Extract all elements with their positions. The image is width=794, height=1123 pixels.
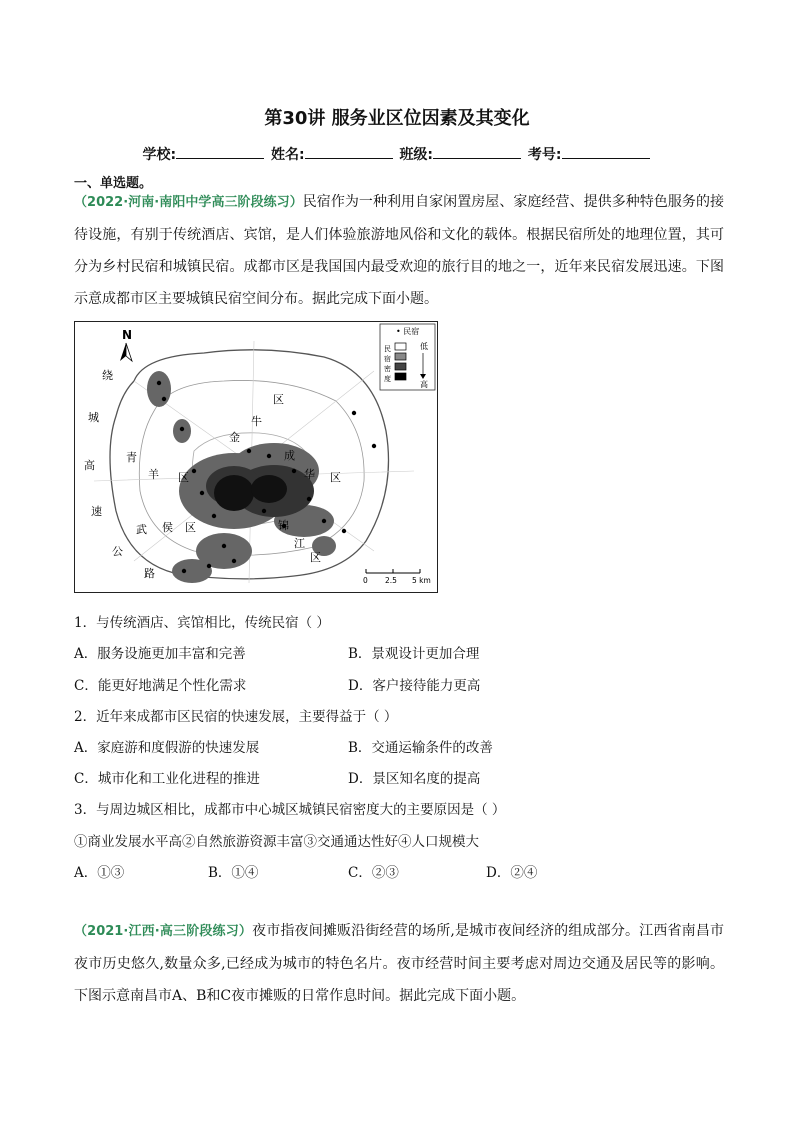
place-label: 青 bbox=[126, 451, 137, 464]
minsu-point bbox=[292, 469, 296, 473]
place-label: 华 bbox=[304, 468, 315, 481]
minsu-point bbox=[200, 491, 204, 495]
minsu-point bbox=[352, 411, 356, 415]
number-label: 考号: bbox=[527, 147, 562, 163]
place-label: 区 bbox=[310, 551, 321, 564]
question-3-option-d[interactable]: D．②④ bbox=[486, 865, 538, 881]
minsu-point bbox=[322, 519, 326, 523]
place-label: 区 bbox=[185, 521, 196, 534]
minsu-point bbox=[182, 569, 186, 573]
question-1-option-c[interactable]: C．能更好地满足个性化需求 bbox=[74, 678, 247, 694]
page-title: 第30讲 服务业区位因素及其变化 bbox=[264, 108, 530, 129]
question-2-option-d[interactable]: D．景区知名度的提高 bbox=[348, 771, 481, 787]
name-blank[interactable] bbox=[305, 146, 393, 159]
map-legend bbox=[380, 324, 435, 390]
place-label: 锦 bbox=[278, 519, 289, 532]
legend-density-char: 民 bbox=[384, 345, 391, 353]
minsu-point bbox=[342, 529, 346, 533]
legend-point-label: • 民宿 bbox=[396, 327, 420, 336]
place-label: 牛 bbox=[251, 415, 262, 428]
place-label: 羊 bbox=[148, 468, 159, 481]
legend-low: 低 bbox=[420, 342, 428, 351]
legend-density-char: 度 bbox=[384, 375, 391, 383]
question-3-option-c[interactable]: C．②③ bbox=[348, 865, 399, 881]
legend-swatch bbox=[395, 343, 406, 350]
minsu-point bbox=[207, 564, 211, 568]
minsu-point bbox=[372, 444, 376, 448]
question-1-stem: 1．与传统酒店、宾馆相比，传统民宿（ ） bbox=[74, 615, 330, 631]
question-2-option-c[interactable]: C．城市化和工业化进程的推进 bbox=[74, 771, 260, 787]
place-label: 金 bbox=[229, 431, 240, 444]
class-label: 班级: bbox=[399, 147, 434, 163]
legend-swatch bbox=[395, 363, 406, 370]
density-blob bbox=[251, 475, 287, 503]
north-label: N bbox=[122, 328, 133, 342]
section-heading: 一、单选题。 bbox=[74, 176, 153, 191]
passage-2-source: （2021·江西·高三阶段练习） bbox=[74, 924, 253, 939]
place-label: 速 bbox=[91, 505, 102, 518]
minsu-point bbox=[212, 514, 216, 518]
place-label: 公 bbox=[112, 545, 123, 558]
minsu-point bbox=[247, 449, 251, 453]
question-3-stem: 3．与周边城区相比，成都市中心城区城镇民宿密度大的主要原因是（ ） bbox=[74, 802, 506, 818]
minsu-point bbox=[222, 544, 226, 548]
passage-1-source: （2022·河南·南阳中学高三阶段练习） bbox=[74, 195, 303, 210]
minsu-point bbox=[192, 469, 196, 473]
place-label: 路 bbox=[144, 567, 155, 580]
question-1-option-a[interactable]: A．服务设施更加丰富和完善 bbox=[74, 646, 246, 662]
question-1-option-d[interactable]: D．客户接待能力更高 bbox=[348, 678, 481, 694]
place-label: 侯 bbox=[162, 521, 173, 534]
place-label: 城 bbox=[88, 411, 99, 424]
place-label: 武 bbox=[136, 523, 147, 536]
scale-label: 0 bbox=[363, 576, 368, 585]
legend-swatch bbox=[395, 353, 406, 360]
place-label: 区 bbox=[178, 471, 189, 484]
question-3-statement: ①商业发展水平高②自然旅游资源丰富③交通通达性好④人口规模大 bbox=[74, 834, 479, 850]
class-blank[interactable] bbox=[433, 146, 521, 159]
question-1-option-b[interactable]: B．景观设计更加合理 bbox=[348, 646, 480, 662]
legend-high: 高 bbox=[420, 380, 428, 389]
minsu-point bbox=[267, 454, 271, 458]
minsu-point bbox=[307, 497, 311, 501]
question-2-stem: 2．近年来成都市区民宿的快速发展，主要得益于（ ） bbox=[74, 709, 398, 725]
student-info-line bbox=[0, 144, 794, 164]
place-label: 成 bbox=[284, 449, 295, 462]
passage-1 bbox=[74, 186, 724, 315]
passage-2-text: 夜市指夜间摊贩沿街经营的场所,是城市夜间经济的组成部分。江西省南昌市夜市历史悠久,数量众多,已经成为城市的特色名片。夜市经营时间主要考虑对周边交通及居民等的影响。下图示意南昌市A、B和C夜市摊贩的日常作息时间。据此完成下面小题。 bbox=[74, 923, 724, 1004]
question-3-option-b[interactable]: B．①④ bbox=[208, 865, 259, 881]
legend-swatch bbox=[395, 373, 406, 380]
density-blob bbox=[147, 371, 171, 407]
school-label: 学校: bbox=[142, 147, 177, 163]
number-blank[interactable] bbox=[562, 146, 650, 159]
density-blob bbox=[214, 475, 254, 511]
name-label: 姓名: bbox=[270, 147, 305, 163]
minsu-point bbox=[262, 509, 266, 513]
minsu-point bbox=[232, 559, 236, 563]
passage-1-text: 民宿作为一种利用自家闲置房屋、家庭经营、提供多种特色服务的接待设施，有别于传统酒店、宾馆，是人们体验旅游地风俗和文化的载体。根据民宿所处的地理位置，其可分为乡村民宿和城镇民宿。成都市区是我国国内最受欢迎的旅行目的地之一，近年来民宿发展迅速。下图示意成都市区主要城镇民宿空间分布。据此完成下面小题。 bbox=[74, 194, 724, 307]
legend-density-char: 密 bbox=[384, 365, 391, 373]
question-2-option-b[interactable]: B．交通运输条件的改善 bbox=[348, 740, 493, 756]
minsu-point bbox=[162, 397, 166, 401]
scale-label: 2.5 bbox=[385, 576, 397, 585]
minsu-point bbox=[157, 381, 161, 385]
question-3-option-a[interactable]: A．①③ bbox=[74, 865, 125, 881]
place-label: 区 bbox=[330, 471, 341, 484]
place-label: 绕 bbox=[102, 369, 113, 382]
scale-label: 5 km bbox=[412, 576, 431, 585]
passage-2 bbox=[74, 915, 724, 1012]
legend-density-char: 宿 bbox=[384, 355, 391, 363]
place-label: 高 bbox=[84, 459, 95, 472]
density-blob bbox=[172, 559, 212, 583]
chengdu-minsu-map bbox=[74, 321, 438, 593]
place-label: 江 bbox=[294, 537, 305, 550]
school-blank[interactable] bbox=[176, 146, 264, 159]
minsu-point bbox=[180, 427, 184, 431]
question-2-option-a[interactable]: A．家庭游和度假游的快速发展 bbox=[74, 740, 260, 756]
place-label: 区 bbox=[273, 393, 284, 406]
